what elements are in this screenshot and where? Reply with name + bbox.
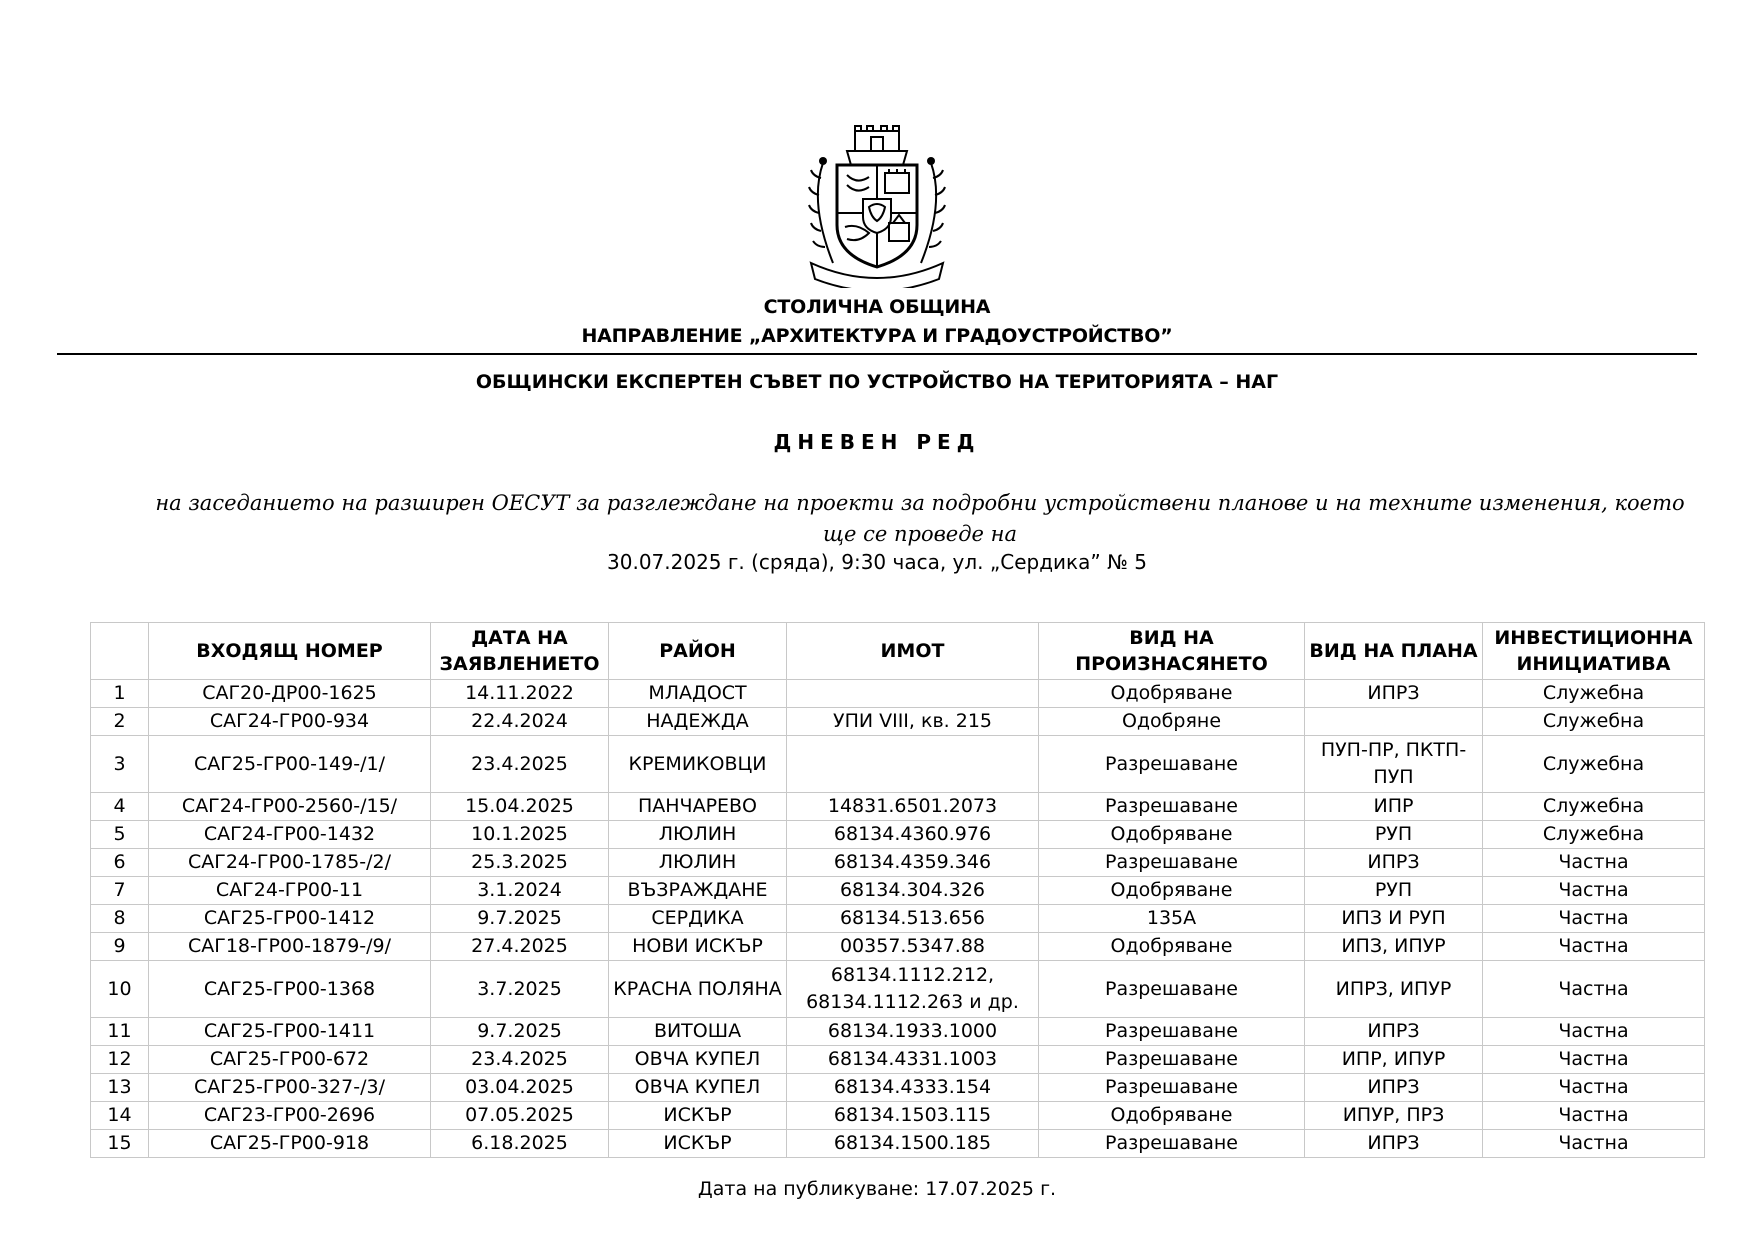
header-cell-initiative: ИНВЕСТИЦИОННА ИНИЦИАТИВА xyxy=(1483,623,1705,680)
cell-district: ОВЧА КУПЕЛ xyxy=(609,1074,787,1102)
cell-plan-type: ИПРЗ xyxy=(1305,849,1483,877)
cell-incoming-number: САГ20-ДР00-1625 xyxy=(149,680,431,708)
table-row xyxy=(91,1074,1705,1102)
cell-initiative: Служебна xyxy=(1483,793,1705,821)
cell-initiative: Частна xyxy=(1483,849,1705,877)
cell-application-date: 03.04.2025 xyxy=(431,1074,609,1102)
cell-ruling-type: Одобряване xyxy=(1039,821,1305,849)
publication-date: Дата на публикуване: 17.07.2025 г. xyxy=(697,1178,1057,1200)
cell-ruling-type: Разрешаване xyxy=(1039,1074,1305,1102)
cell-incoming-number: САГ25-ГР00-1412 xyxy=(149,905,431,933)
cell-plan-type: РУП xyxy=(1305,821,1483,849)
cell-incoming-number: САГ25-ГР00-327-/3/ xyxy=(149,1074,431,1102)
cell-application-date: 10.1.2025 xyxy=(431,821,609,849)
cell-ruling-type: Одобряване xyxy=(1039,1102,1305,1130)
cell-initiative: Служебна xyxy=(1483,680,1705,708)
cell-row-number: 6 xyxy=(91,849,149,877)
cell-plan-type: ИПЗ, ИПУР xyxy=(1305,933,1483,961)
cell-initiative: Служебна xyxy=(1483,708,1705,736)
header-cell-property: ИМОТ xyxy=(787,623,1039,680)
cell-incoming-number: САГ25-ГР00-918 xyxy=(149,1130,431,1158)
cell-ruling-type: Одобряване xyxy=(1039,933,1305,961)
cell-plan-type: ИПУР, ПРЗ xyxy=(1305,1102,1483,1130)
table-row xyxy=(91,877,1705,905)
cell-application-date: 14.11.2022 xyxy=(431,680,609,708)
cell-property xyxy=(787,680,1039,708)
cell-district: ОВЧА КУПЕЛ xyxy=(609,1046,787,1074)
cell-ruling-type: 135А xyxy=(1039,905,1305,933)
table-row xyxy=(91,736,1705,793)
cell-plan-type: ИПЗ И РУП xyxy=(1305,905,1483,933)
header-cell-plan-type: ВИД НА ПЛАНА xyxy=(1305,623,1483,680)
cell-plan-type: ИПРЗ xyxy=(1305,1130,1483,1158)
cell-property: 68134.4360.976 xyxy=(787,821,1039,849)
cell-initiative: Служебна xyxy=(1483,736,1705,793)
cell-incoming-number: САГ24-ГР00-1432 xyxy=(149,821,431,849)
cell-row-number: 13 xyxy=(91,1074,149,1102)
agenda-table xyxy=(90,622,1705,1158)
cell-initiative: Частна xyxy=(1483,1018,1705,1046)
table-row xyxy=(91,849,1705,877)
cell-district: МЛАДОСТ xyxy=(609,680,787,708)
cell-ruling-type: Одобряване xyxy=(1039,877,1305,905)
cell-row-number: 5 xyxy=(91,821,149,849)
cell-application-date: 23.4.2025 xyxy=(431,1046,609,1074)
cell-ruling-type: Разрешаване xyxy=(1039,1046,1305,1074)
cell-application-date: 22.4.2024 xyxy=(431,708,609,736)
cell-row-number: 1 xyxy=(91,680,149,708)
cell-plan-type: ИПРЗ xyxy=(1305,1074,1483,1102)
cell-ruling-type: Одобряне xyxy=(1039,708,1305,736)
cell-ruling-type: Разрешаване xyxy=(1039,1018,1305,1046)
cell-row-number: 4 xyxy=(91,793,149,821)
cell-ruling-type: Одобряване xyxy=(1039,680,1305,708)
cell-incoming-number: САГ25-ГР00-1411 xyxy=(149,1018,431,1046)
sofia-coat-of-arms-icon xyxy=(797,123,957,288)
cell-row-number: 10 xyxy=(91,961,149,1018)
cell-incoming-number: САГ18-ГР00-1879-/9/ xyxy=(149,933,431,961)
cell-incoming-number: САГ23-ГР00-2696 xyxy=(149,1102,431,1130)
cell-plan-type: ИПР xyxy=(1305,793,1483,821)
cell-district: НОВИ ИСКЪР xyxy=(609,933,787,961)
table-row xyxy=(91,680,1705,708)
table-row xyxy=(91,793,1705,821)
cell-incoming-number: САГ24-ГР00-1785-/2/ xyxy=(149,849,431,877)
cell-incoming-number: САГ25-ГР00-1368 xyxy=(149,961,431,1018)
table-row xyxy=(91,1130,1705,1158)
cell-property: 68134.513.656 xyxy=(787,905,1039,933)
cell-initiative: Частна xyxy=(1483,877,1705,905)
cell-application-date: 23.4.2025 xyxy=(431,736,609,793)
cell-district: ИСКЪР xyxy=(609,1102,787,1130)
cell-property: 68134.1112.212, 68134.1112.263 и др. xyxy=(787,961,1039,1018)
cell-property xyxy=(787,736,1039,793)
agenda-intro xyxy=(150,488,1690,550)
cell-row-number: 2 xyxy=(91,708,149,736)
cell-ruling-type: Разрешаване xyxy=(1039,793,1305,821)
header-divider xyxy=(57,353,1697,355)
header-cell-district: РАЙОН xyxy=(609,623,787,680)
cell-incoming-number: САГ24-ГР00-11 xyxy=(149,877,431,905)
cell-ruling-type: Разрешаване xyxy=(1039,736,1305,793)
cell-row-number: 15 xyxy=(91,1130,149,1158)
cell-plan-type: ИПР, ИПУР xyxy=(1305,1046,1483,1074)
cell-application-date: 9.7.2025 xyxy=(431,905,609,933)
council-name: ОБЩИНСКИ ЕКСПЕРТЕН СЪВЕТ ПО УСТРОЙСТВО НА ТЕРИТОРИЯТА – НАГ xyxy=(475,371,1279,393)
cell-district: КРАСНА ПОЛЯНА xyxy=(609,961,787,1018)
cell-application-date: 25.3.2025 xyxy=(431,849,609,877)
cell-district: ВЪЗРАЖДАНЕ xyxy=(609,877,787,905)
cell-plan-type: ИПРЗ xyxy=(1305,680,1483,708)
table-row xyxy=(91,708,1705,736)
table-row xyxy=(91,821,1705,849)
cell-row-number: 12 xyxy=(91,1046,149,1074)
cell-plan-type: ИПРЗ xyxy=(1305,1018,1483,1046)
cell-property: 68134.1503.115 xyxy=(787,1102,1039,1130)
cell-row-number: 11 xyxy=(91,1018,149,1046)
cell-initiative: Частна xyxy=(1483,961,1705,1018)
table-row xyxy=(91,905,1705,933)
cell-initiative: Частна xyxy=(1483,1046,1705,1074)
cell-district: ИСКЪР xyxy=(609,1130,787,1158)
meeting-info: 30.07.2025 г. (сряда), 9:30 часа, ул. „Сердика” № 5 xyxy=(607,550,1147,574)
cell-district: КРЕМИКОВЦИ xyxy=(609,736,787,793)
intro-line-1: на заседанието на разширен ОЕСУТ за разглеждане на проекти за подробни устройствени планове и на техните изменения, което xyxy=(155,491,1685,515)
cell-property: УПИ VIII, кв. 215 xyxy=(787,708,1039,736)
table-row xyxy=(91,933,1705,961)
table-row xyxy=(91,1046,1705,1074)
cell-plan-type: РУП xyxy=(1305,877,1483,905)
table-row xyxy=(91,1102,1705,1130)
cell-property: 68134.1933.1000 xyxy=(787,1018,1039,1046)
cell-initiative: Частна xyxy=(1483,1130,1705,1158)
cell-incoming-number: САГ24-ГР00-934 xyxy=(149,708,431,736)
header-cell-ruling-type: ВИД НА ПРОИЗНАСЯНЕТО xyxy=(1039,623,1305,680)
cell-plan-type: ПУП-ПР, ПКТП-ПУП xyxy=(1305,736,1483,793)
cell-property: 68134.4331.1003 xyxy=(787,1046,1039,1074)
cell-row-number: 3 xyxy=(91,736,149,793)
cell-incoming-number: САГ24-ГР00-2560-/15/ xyxy=(149,793,431,821)
intro-line-2: ще се проведе на xyxy=(822,522,1017,546)
cell-district: ЛЮЛИН xyxy=(609,849,787,877)
cell-row-number: 8 xyxy=(91,905,149,933)
cell-initiative: Частна xyxy=(1483,1102,1705,1130)
cell-initiative: Частна xyxy=(1483,1074,1705,1102)
cell-row-number: 9 xyxy=(91,933,149,961)
cell-application-date: 3.1.2024 xyxy=(431,877,609,905)
cell-application-date: 9.7.2025 xyxy=(431,1018,609,1046)
department-name: НАПРАВЛЕНИЕ „АРХИТЕКТУРА И ГРАДОУСТРОЙСТВО” xyxy=(581,325,1173,347)
cell-incoming-number: САГ25-ГР00-149-/1/ xyxy=(149,736,431,793)
cell-district: ВИТОША xyxy=(609,1018,787,1046)
cell-ruling-type: Разрешаване xyxy=(1039,1130,1305,1158)
header-cell-number xyxy=(91,623,149,680)
cell-row-number: 14 xyxy=(91,1102,149,1130)
cell-application-date: 6.18.2025 xyxy=(431,1130,609,1158)
cell-incoming-number: САГ25-ГР00-672 xyxy=(149,1046,431,1074)
table-header-row xyxy=(91,623,1705,680)
organization-name: СТОЛИЧНА ОБЩИНА xyxy=(763,296,991,318)
cell-property: 68134.1500.185 xyxy=(787,1130,1039,1158)
cell-application-date: 27.4.2025 xyxy=(431,933,609,961)
table-row xyxy=(91,961,1705,1018)
cell-property: 68134.4333.154 xyxy=(787,1074,1039,1102)
cell-initiative: Частна xyxy=(1483,905,1705,933)
header-cell-application-date: ДАТА НА ЗАЯВЛЕНИЕТО xyxy=(431,623,609,680)
cell-district: ПАНЧАРЕВО xyxy=(609,793,787,821)
cell-property: 68134.304.326 xyxy=(787,877,1039,905)
cell-district: НАДЕЖДА xyxy=(609,708,787,736)
cell-district: СЕРДИКА xyxy=(609,905,787,933)
cell-property: 68134.4359.346 xyxy=(787,849,1039,877)
table-row xyxy=(91,1018,1705,1046)
cell-application-date: 3.7.2025 xyxy=(431,961,609,1018)
cell-plan-type: ИПРЗ, ИПУР xyxy=(1305,961,1483,1018)
agenda-title: ДНЕВЕН РЕД xyxy=(773,430,981,454)
cell-property: 00357.5347.88 xyxy=(787,933,1039,961)
cell-initiative: Частна xyxy=(1483,933,1705,961)
cell-district: ЛЮЛИН xyxy=(609,821,787,849)
cell-property: 14831.6501.2073 xyxy=(787,793,1039,821)
cell-ruling-type: Разрешаване xyxy=(1039,849,1305,877)
cell-row-number: 7 xyxy=(91,877,149,905)
cell-application-date: 07.05.2025 xyxy=(431,1102,609,1130)
cell-application-date: 15.04.2025 xyxy=(431,793,609,821)
cell-ruling-type: Разрешаване xyxy=(1039,961,1305,1018)
cell-plan-type xyxy=(1305,708,1483,736)
header-cell-incoming-number: ВХОДЯЩ НОМЕР xyxy=(149,623,431,680)
cell-initiative: Служебна xyxy=(1483,821,1705,849)
